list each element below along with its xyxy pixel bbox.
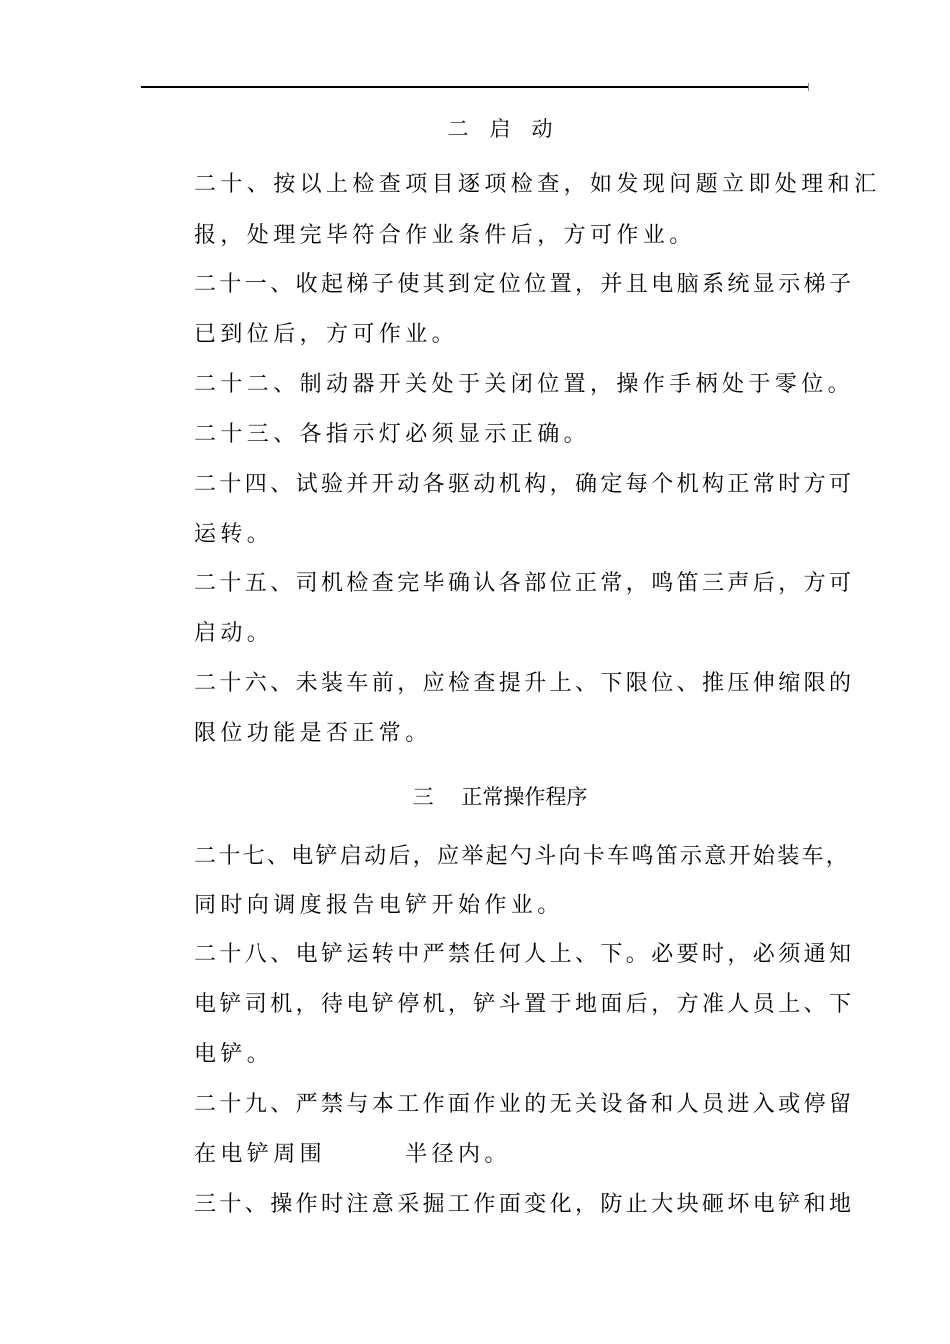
paragraph-line: 三十、操作时注意采掘工作面变化，防止大块砸坏电铲和地 — [194, 1192, 855, 1217]
paragraph-line: 二十四、试验并开动各驱动机构，确定每个机构正常时方可 — [194, 472, 855, 497]
paragraph-line: 二十二、制动器开关处于关闭位置，操作手柄处于零位。 — [194, 372, 855, 397]
paragraph-line: 在电铲周围 半径内。 — [194, 1142, 511, 1167]
paragraph-line: 启动。 — [194, 621, 274, 646]
paragraph-line: 同时向调度报告电铲开始作业。 — [194, 893, 564, 918]
paragraph-line: 已到位后，方可作业。 — [194, 322, 459, 347]
paragraph-line: 限位功能是否正常。 — [194, 721, 432, 746]
paragraph-line: 二十六、未装车前，应检查提升上、下限位、推压伸缩限的 — [194, 671, 855, 696]
section-heading-startup: 二 启 动 — [447, 117, 553, 141]
paragraph-line: 报，处理完毕符合作业条件后，方可作业。 — [194, 223, 696, 248]
paragraph-line: 运转。 — [194, 522, 274, 547]
header-rule-end-mark — [808, 83, 809, 91]
paragraph-line: 二十八、电铲运转中严禁任何人上、下。必要时，必须通知 — [194, 942, 855, 967]
paragraph-line: 二十九、严禁与本工作面作业的无关设备和人员进入或停留 — [194, 1092, 855, 1117]
header-rule — [141, 86, 809, 88]
paragraph-line: 二十五、司机检查完毕确认各部位正常，鸣笛三声后，方可 — [194, 571, 855, 596]
paragraph-line: 电铲司机，待电铲停机，铲斗置于地面后，方准人员上、下 — [194, 992, 855, 1017]
paragraph-line: 二十一、收起梯子使其到定位位置，并且电脑系统显示梯子 — [194, 272, 855, 297]
paragraph-line: 二十、按以上检查项目逐项检查，如发现问题立即处理和汇 — [194, 172, 881, 197]
paragraph-line: 二十七、电铲启动后，应举起勺斗向卡车鸣笛示意开始装车， — [194, 844, 851, 869]
section-heading-normal-operation: 三 正常操作程序 — [412, 785, 588, 809]
paragraph-line: 二十三、各指示灯必须显示正确。 — [194, 422, 591, 447]
paragraph-line: 电铲。 — [194, 1042, 274, 1067]
